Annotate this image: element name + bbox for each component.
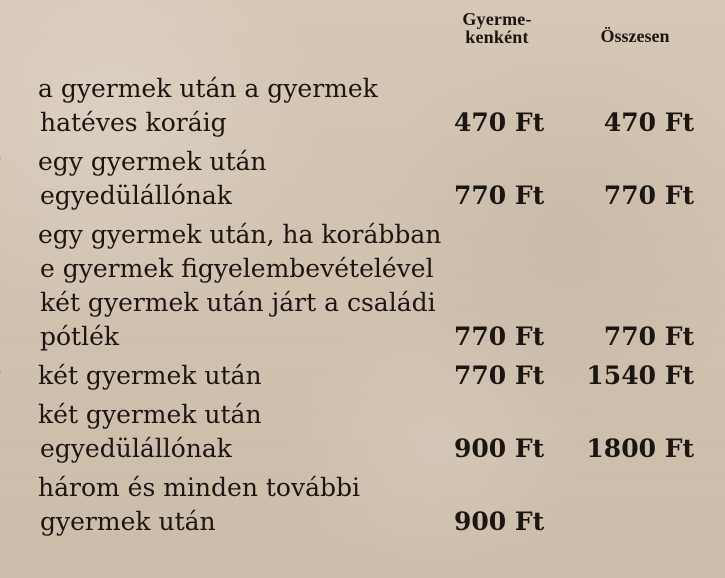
total-amount: 770 Ft: [603, 322, 694, 351]
row-description: [8, 218, 458, 354]
table-row-a: [8, 72, 708, 140]
total-amount: 470 Ft: [603, 108, 694, 137]
per-child-amount: 900 Ft: [454, 434, 545, 463]
per-child-amount: 900 Ft: [454, 507, 545, 536]
per-child-amount: 770 Ft: [454, 181, 545, 210]
per-child-header: Gyerme- kenként: [462, 9, 532, 47]
row-letter: [8, 359, 38, 393]
table-header: [437, 10, 705, 65]
total-amount: 770 Ft: [603, 181, 694, 210]
per-child-amount: 770 Ft: [454, 322, 545, 351]
table-row-e: [8, 398, 708, 466]
allowance-table: [8, 72, 708, 544]
row-description: [8, 398, 458, 466]
row-description: [8, 145, 458, 213]
row-text: a gyermek után a gyermek hatéves koráig: [38, 74, 378, 137]
row-text: egy gyermek után egyedülállónak: [38, 147, 267, 210]
row-description: [8, 471, 458, 539]
row-letter: [8, 471, 38, 505]
total-amount: 1800 Ft: [586, 434, 694, 463]
row-letter: [8, 145, 38, 179]
row-text: két gyermek után egyedülállónak: [38, 400, 262, 463]
row-letter: [8, 72, 38, 106]
per-child-amount: 470 Ft: [454, 108, 545, 137]
table-row-f: [8, 471, 708, 539]
row-text: egy gyermek után, ha korábban e gyermek figyelembevételével két gyermek után járt a családi pótlék: [38, 220, 442, 351]
total-amount: 1540 Ft: [586, 361, 694, 390]
row-text: két gyermek után: [38, 361, 262, 390]
row-letter: [8, 218, 38, 252]
per-child-amount: 770 Ft: [454, 361, 545, 390]
total-header: Összesen: [600, 26, 670, 46]
table-row-b: [8, 145, 708, 213]
row-letter: [8, 398, 38, 432]
table-row-d: [8, 359, 708, 393]
table-row-c: [8, 218, 708, 354]
row-description: [8, 359, 458, 393]
row-text: három és minden további gyermek után: [38, 473, 361, 536]
row-description: [8, 72, 458, 140]
